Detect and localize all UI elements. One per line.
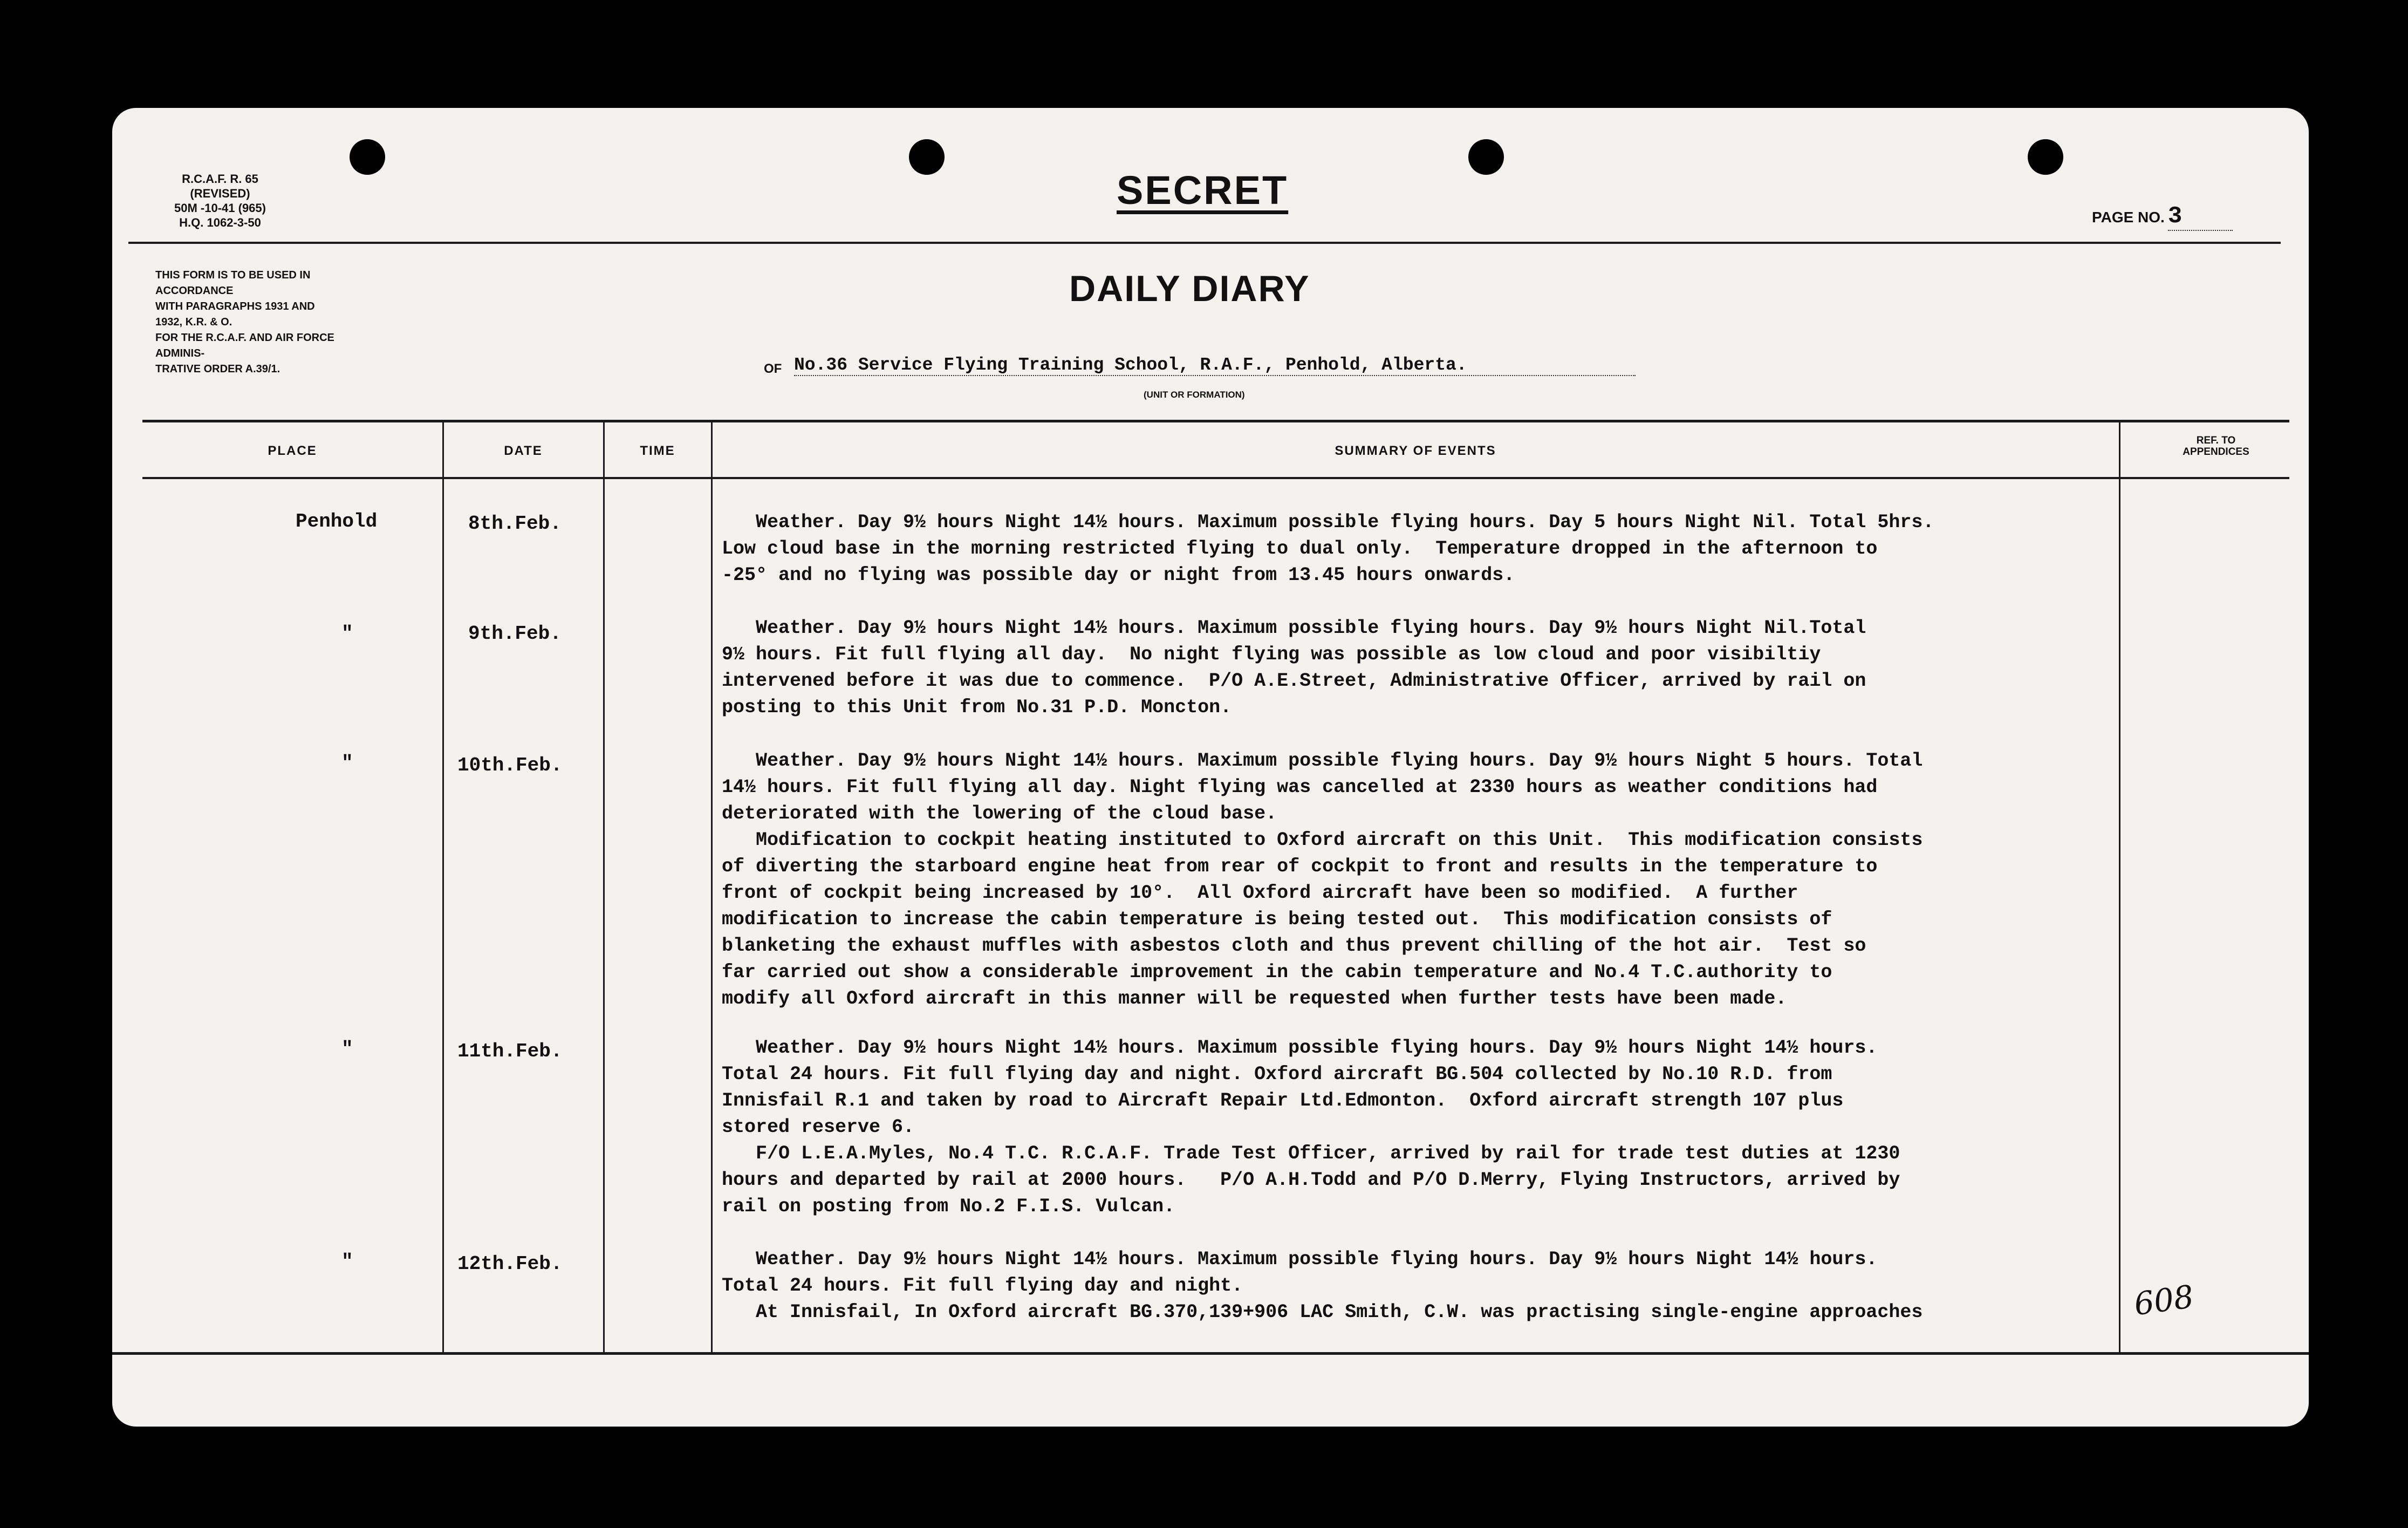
punch-hole [1468, 139, 1504, 175]
entry-summary: Weather. Day 9½ hours Night 14½ hours. Maximum possible flying hours. Day 9½ hours Night 14½ hours. Total 24 hours. Fit full flying day and night. Oxford aircraft BG.504 collected by No.10 R.D. from Innisfail R.1 and taken by road to Aircraft Repair Ltd.Edmonton. Oxford aircraft strength 107 plus stored reserve 6. F/O L.E.A.Myles, No.4 T.C. R.C.A.F. Trade Test Officer, arrived by rail for trade test duties at 1230 hours and departed by rail at 2000 hours. P/O A.H.Todd and P/O D.Merry, Flying Instructors, arrived by rail on posting from No.2 F.I.S. Vulcan. [722, 1037, 1900, 1217]
col-header-time: TIME [640, 444, 675, 458]
form-id-line: R.C.A.F. R. 65 (REVISED) [182, 172, 258, 200]
entry-summary: Weather. Day 9½ hours Night 14½ hours. Maximum possible flying hours. Day 9½ hours Night 5 hours. Total 14½ hours. Fit full flying all day. Night flying was cancelled at 2330 hours as weather conditions had deteriorated with the lowering of the cloud base. Modification to cockpit heating instituted to Oxford aircraft on this Unit. This modification consists of diverting the starboard engine heat from rear of cockpit to front and results in the temperature to front of cockpit being increased by 10°. All Oxford aircraft have been so modified. A further modification to increase the cabin temperature is being tested out. This modification consists of blanketing the exhaust muffles with asbestos cloth and thus prevent chilling of the hot air. Test so far carried out show a considerable improvement in the cabin temperature and No.4 T.C.authority to modify all Oxford aircraft in this manner will be requested when further tests have been made. [722, 750, 1923, 1009]
punch-hole [350, 139, 385, 175]
entry-place: " [341, 623, 353, 645]
entry-place: Penhold [296, 510, 378, 533]
unit-name: No.36 Service Flying Training School, R.A.F., Penhold, Alberta. [794, 355, 1636, 376]
entry-place: " [341, 752, 353, 774]
col-header-place: PLACE [268, 444, 317, 458]
column-divider [711, 421, 713, 1352]
usage-notice: THIS FORM IS TO BE USED IN ACCORDANCE WITH PARAGRAPHS 1931 AND 1932, K.R. & O. FOR THE R.C.A.F. AND AIR FORCE ADMINIS- TRATIVE ORDER A.39/1. [155, 269, 334, 375]
entry-date: 11th.Feb. [457, 1040, 563, 1062]
unit-caption: (UNIT OR FORMATION) [1144, 390, 1245, 400]
page-title: DAILY DIARY [1069, 268, 1310, 309]
col-header-summary: SUMMARY OF EVENTS [1335, 444, 1496, 458]
punch-hole [2028, 139, 2063, 175]
page-number [2092, 203, 2233, 231]
page-number-value: 3 [2168, 203, 2233, 231]
column-divider [603, 421, 605, 1352]
entry-date: 10th.Feb. [457, 754, 563, 776]
table-top-rule [142, 420, 2289, 422]
page-label: PAGE NO. [2092, 209, 2165, 226]
column-divider [442, 421, 444, 1352]
entry-date: 9th.Feb. [468, 623, 562, 645]
col-header-ref: REF. TO APPENDICES [2183, 435, 2249, 458]
form-id [155, 172, 285, 230]
entry-place: " [341, 1038, 353, 1060]
form-id-line: H.Q. 1062-3-50 [179, 216, 261, 229]
classification-heading: SECRET [1117, 168, 1289, 213]
punch-hole [909, 139, 945, 175]
entry-summary: Weather. Day 9½ hours Night 14½ hours. Maximum possible flying hours. Day 9½ hours Night 14½ hours. Total 24 hours. Fit full flying day and night. At Innisfail, In Oxford aircraft BG.370,139+906 LAC Smith, C.W. was practising single-engine approaches [722, 1249, 1923, 1323]
entry-date: 8th.Feb. [468, 513, 562, 535]
margin-note: 608 [2131, 1278, 2196, 1323]
entry-summary: Weather. Day 9½ hours Night 14½ hours. Maximum possible flying hours. Day 9½ hours Night Nil.Total 9½ hours. Fit full flying all day. No night flying was possible as low cloud and poor visibiltiy intervened before it was due to commence. P/O A.E.Street, Administrative Officer, arrived by rail on posting to this Unit from No.31 P.D. Moncton. [722, 617, 1866, 718]
entry-place: " [341, 1251, 353, 1273]
table-bottom-rule [112, 1352, 2309, 1355]
entry-summary: Weather. Day 9½ hours Night 14½ hours. Maximum possible flying hours. Day 5 hours Night Nil. Total 5hrs. Low cloud base in the morning restricted flying to dual only. Temperature dropped in the afternoon to -25° and no flying was possible day or night from 13.45 hours onwards. [722, 511, 1934, 586]
table-header-rule [142, 477, 2289, 479]
of-label: OF [764, 361, 782, 376]
col-header-date: DATE [504, 444, 543, 458]
entry-date: 12th.Feb. [457, 1253, 563, 1275]
header-rule [128, 242, 2281, 244]
diary-sheet [112, 108, 2309, 1427]
form-id-line: 50M -10-41 (965) [174, 201, 266, 215]
